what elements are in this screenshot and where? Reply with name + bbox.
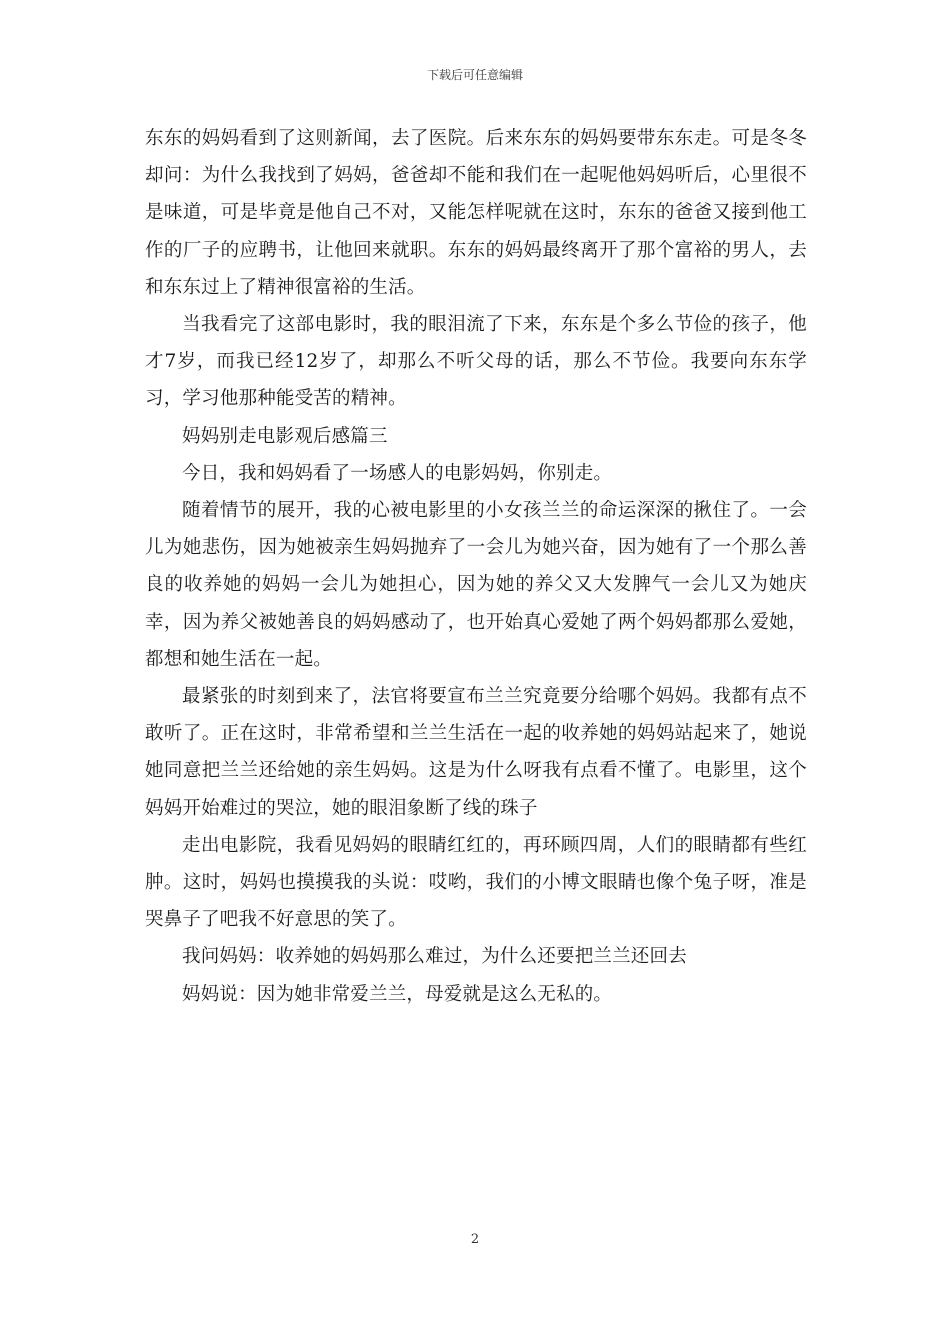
- paragraph-2: 当我看完了这部电影时，我的眼泪流了下来，东东是个多么节俭的孩子，他才7岁，而我已经12岁了，却那么不听父母的话，那么不节俭。我要向东东学习，学习他那种能受苦的精神。: [145, 314, 807, 410]
- page-number: 2: [470, 1232, 480, 1247]
- paragraph-6: 走出电影院，我看见妈妈的眼睛红红的，再环顾四周，人们的眼睛都有些红肿。这时，妈妈也摸摸我的头说：哎哟，我们的小博文眼睛也像个兔子呀，准是哭鼻子了吧我不好意思的笑了。: [145, 834, 807, 931]
- paragraph-5: 最紧张的时刻到来了，法官将要宣布兰兰究竟要分给哪个妈妈。我都有点不敢听了。正在这时，非常希望和兰兰生活在一起的收养她的妈妈站起来了，她说她同意把兰兰还给她的亲生妈妈。这是为什么呀我有点看不懂了。电影里，这个妈妈开始难过的哭泣，她的眼泪象断了线的珠子: [145, 686, 807, 819]
- paragraph-8: 妈妈说：因为她非常爱兰兰，母爱就是这么无私的。: [182, 983, 613, 1005]
- paragraph-7: 我问妈妈：收养她的妈妈那么难过，为什么还要把兰兰还回去: [182, 946, 687, 968]
- paragraph-3: 今日，我和妈妈看了一场感人的电影妈妈，你别走。: [182, 462, 613, 484]
- section-heading: 妈妈别走电影观后感篇三: [182, 425, 388, 447]
- document-body: [145, 120, 807, 1013]
- paragraph-1: 东东的妈妈看到了这则新闻，去了医院。后来东东的妈妈要带东东走。可是冬冬却问：为什么我找到了妈妈，爸爸却不能和我们在一起呢他妈妈听后，心里很不是味道，可是毕竟是他自己不对，又能怎样呢就在这时，东东的爸爸又接到他工作的厂子的应聘书，让他回来就职。东东的妈妈最终离开了那个富裕的男人，去和东东过上了精神很富裕的生活。: [145, 128, 807, 298]
- page-header: 下载后可任意编辑: [426, 68, 523, 82]
- paragraph-4: 随着情节的展开，我的心被电影里的小女孩兰兰的命运深深的揪住了。一会儿为她悲伤，因为她被亲生妈妈抛弃了一会儿为她兴奋，因为她有了一个那么善良的收养她的妈妈一会儿为她担心，因为她的养父又大发脾气一会儿又为她庆幸，因为养父被她善良的妈妈感动了，也开始真心爱她了两个妈妈都那么爱她，都想和她生活在一起。: [145, 500, 807, 670]
